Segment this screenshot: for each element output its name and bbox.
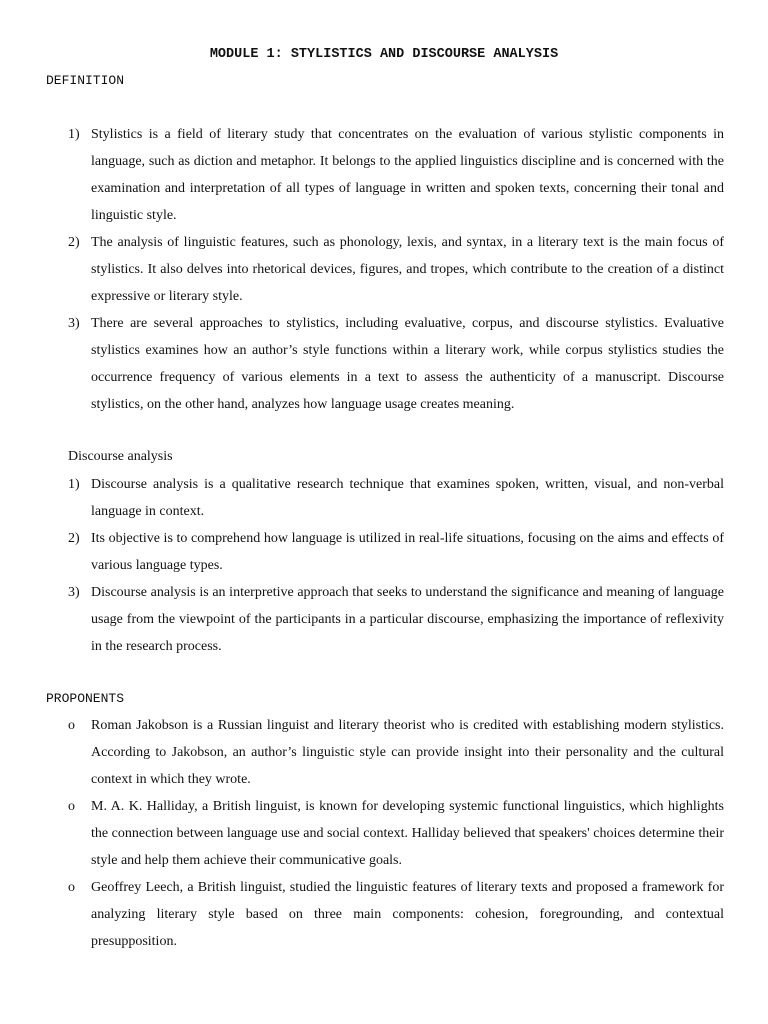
list-item-text: There are several approaches to stylistics, including evaluative, corpus, and discourse stylistics. Evaluative stylistics examines how an author’s style functions within a literary work, while corpus stylistics studies the occurrence frequency of various elements in a text to assess the authenticity of a manuscript. Discourse stylistics, on the other hand, analyzes how language usage creates meaning. <box>91 316 724 412</box>
list-marker: 3) <box>68 585 80 600</box>
list-marker: 2) <box>68 235 80 250</box>
list-marker: 1) <box>68 127 80 142</box>
list-item-text: Discourse analysis is an interpretive approach that seeks to understand the significance and meaning of language usage from the viewpoint of the participants in a particular discourse, emphasizing the importance of reflexivity in the research process. <box>91 585 724 654</box>
proponents-heading: PROPONENTS <box>46 691 125 706</box>
list-item-text: Its objective is to comprehend how language is utilized in real-life situations, focusing on the aims and effects of various language types. <box>91 531 724 573</box>
list-item <box>0 471 768 525</box>
list-marker: 1) <box>68 477 80 492</box>
list-item <box>0 310 768 418</box>
bullet-icon: o <box>68 799 75 814</box>
list-item-text: Stylistics is a field of literary study that concentrates on the evaluation of various stylistic components in language, such as diction and metaphor. It belongs to the applied linguistics discipline and is concerned with the examination and interpretation of all types of language in written and spoken texts, concerning their tonal and linguistic style. <box>91 127 724 223</box>
list-item <box>0 579 768 660</box>
list-item-text: Roman Jakobson is a Russian linguist and literary theorist who is credited with establishing modern stylistics. According to Jakobson, an author’s linguistic style can provide insight into their personality and the cultural context in which they wrote. <box>91 718 724 787</box>
bullet-icon: o <box>68 880 75 895</box>
discourse-heading: Discourse analysis <box>68 449 173 464</box>
list-item-text: Geoffrey Leech, a British linguist, studied the linguistic features of literary texts and proposed a framework for analyzing literary style based on three main components: cohesion, foregrounding, and contextual presupposition. <box>91 880 724 949</box>
discourse-list <box>0 471 768 660</box>
list-item <box>0 525 768 579</box>
list-marker: 3) <box>68 316 80 331</box>
list-item-text: Discourse analysis is a qualitative research technique that examines spoken, written, visual, and non-verbal language in context. <box>91 477 724 519</box>
list-item <box>0 229 768 310</box>
definition-heading: DEFINITION <box>46 73 125 88</box>
list-item <box>0 712 768 793</box>
list-item-text: M. A. K. Halliday, a British linguist, is known for developing systemic functional linguistics, which highlights the connection between language use and social context. Halliday believed that speakers' choices determine their style and help them achieve their communicative goals. <box>91 799 724 868</box>
list-item-text: The analysis of linguistic features, such as phonology, lexis, and syntax, in a literary text is the main focus of stylistics. It also delves into rhetorical devices, figures, and tropes, which contribute to the creation of a distinct expressive or literary style. <box>91 235 724 304</box>
list-marker: 2) <box>68 531 80 546</box>
list-item <box>0 874 768 955</box>
list-item <box>0 793 768 874</box>
bullet-icon: o <box>68 718 75 733</box>
definition-list <box>0 121 768 418</box>
proponents-list <box>0 712 768 955</box>
page-title: MODULE 1: STYLISTICS AND DISCOURSE ANALYSIS <box>209 47 559 62</box>
list-item <box>0 121 768 229</box>
